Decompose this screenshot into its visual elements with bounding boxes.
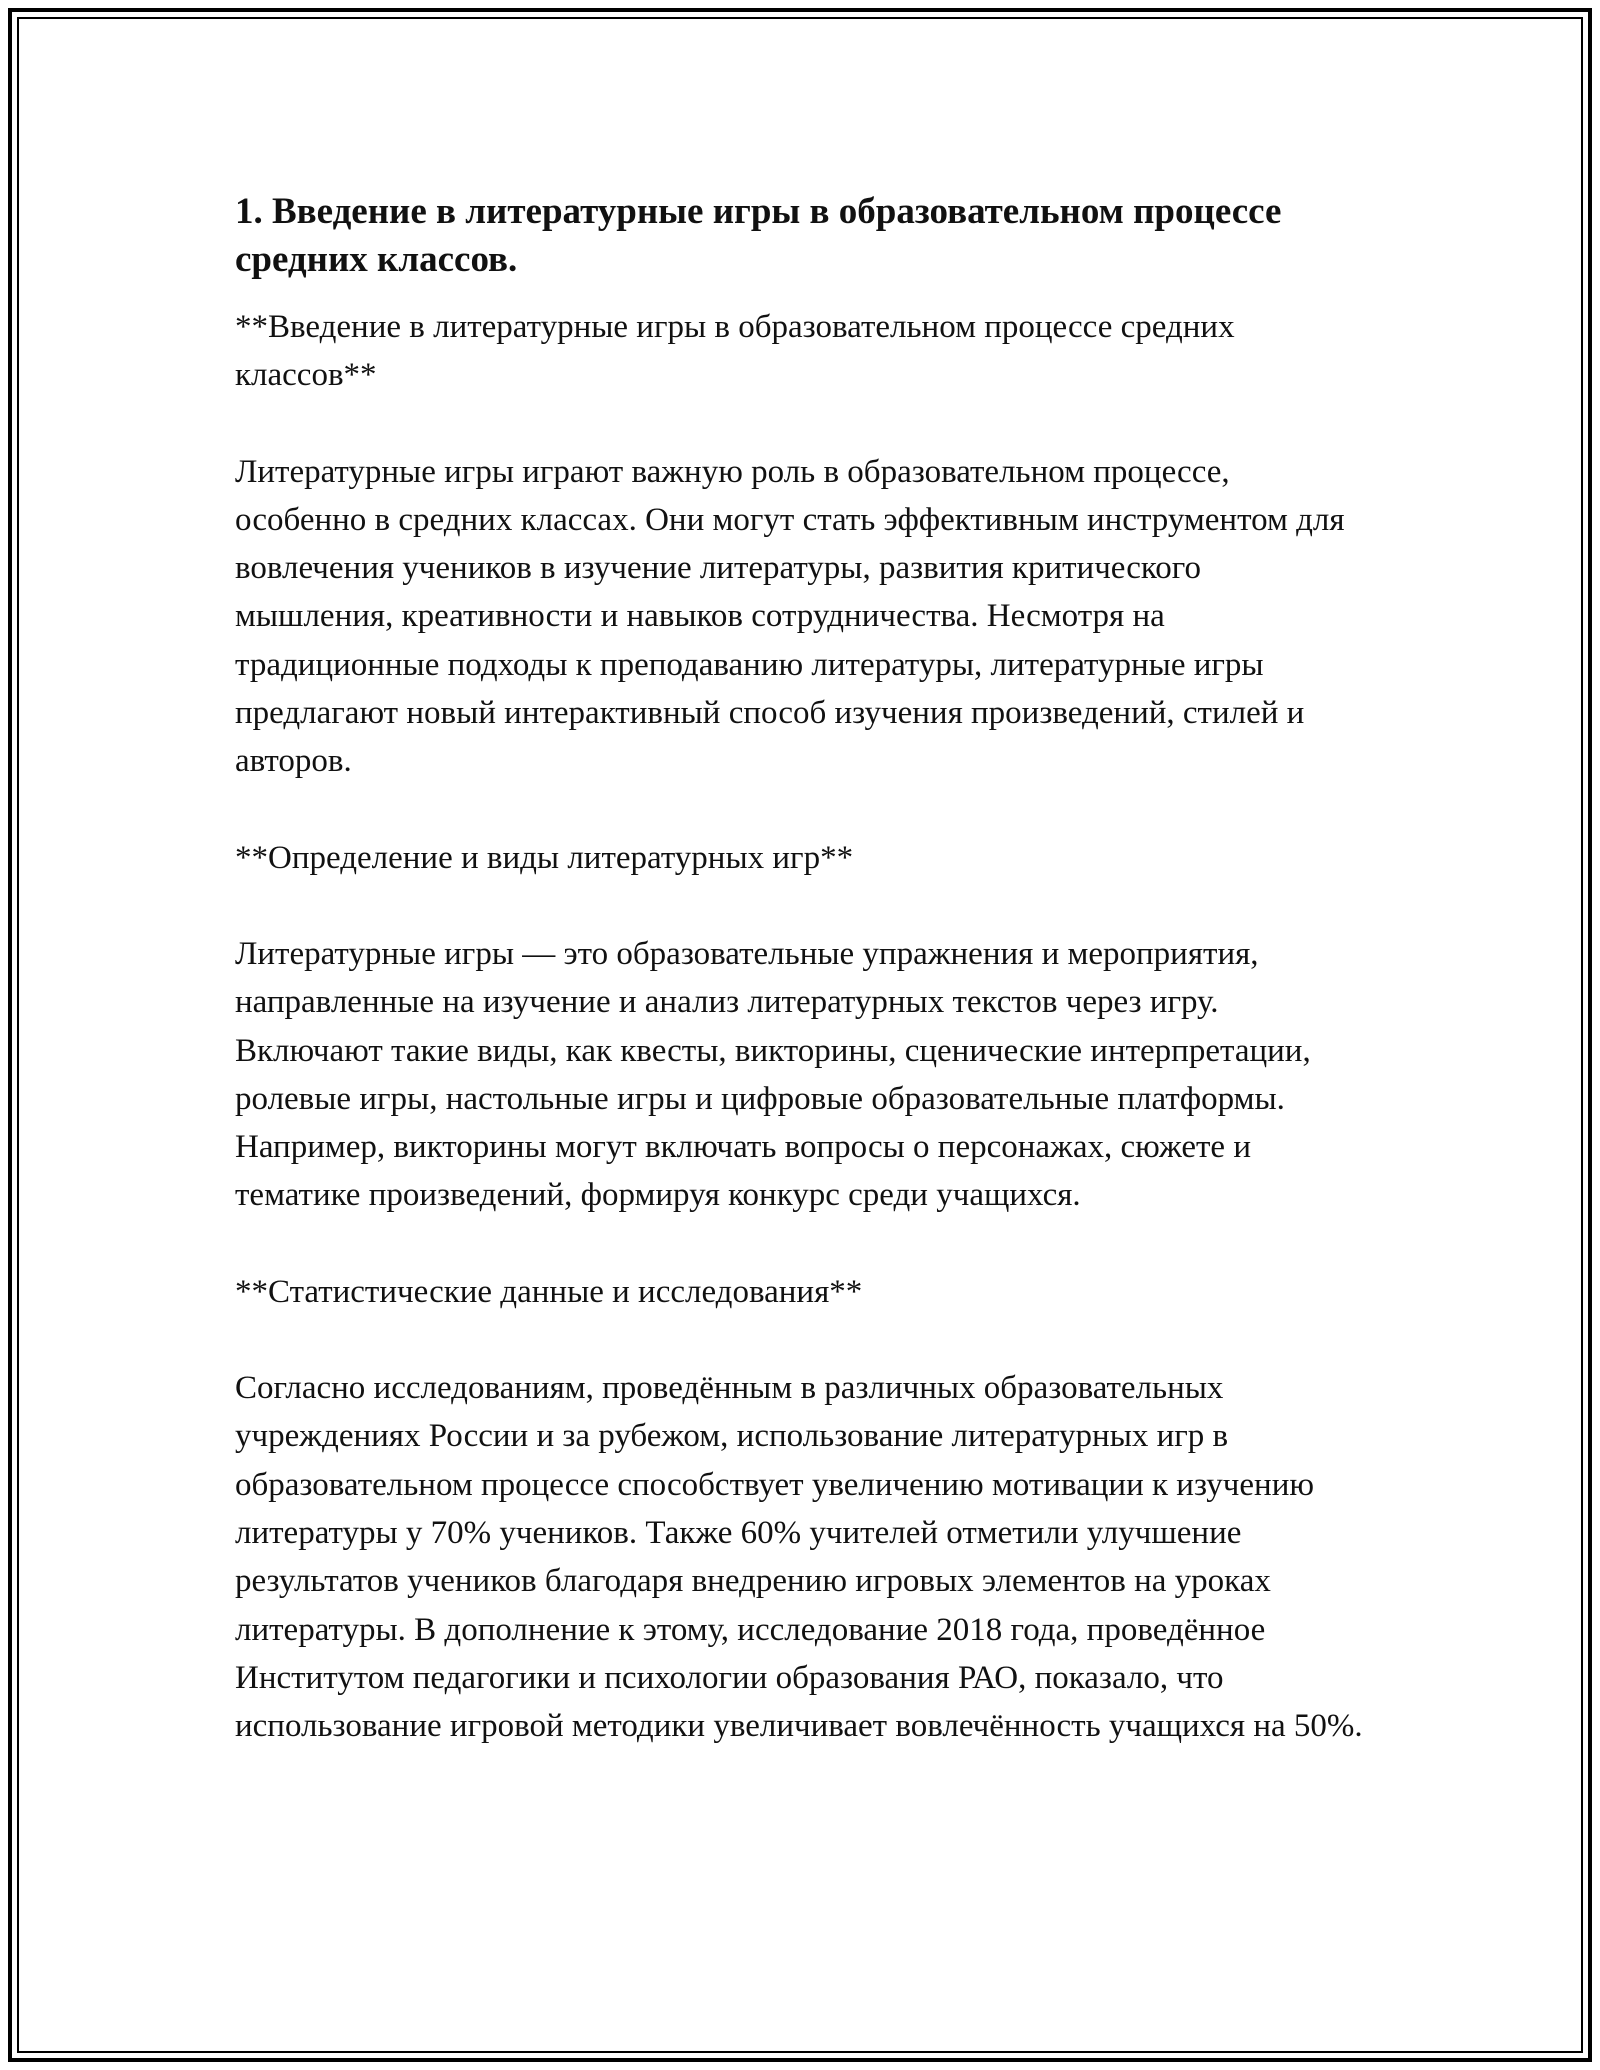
paragraph-statistics: Согласно исследованиям, проведённым в различных образовательных учреждениях России и за рубежом, использование литературных игр в образовательном процессе способствует увеличению мотивации к изучению литературы у 70% учеников. Также 60% учителей отметили улучшение результатов учеников благодаря внедрению игровых элементов на уроках литературы. В дополнение к этому, исследование 2018 года, проведённое Институтом педагогики и психологии образования РАО, показало, что использование игровой методики увеличивает вовлечённость учащихся на 50%. xyxy=(235,1370,1363,1745)
document-body xyxy=(235,188,1365,1750)
paragraph-introduction: Литературные игры играют важную роль в образовательном процессе, особенно в средних классах. Они могут стать эффективным инструментом для вовлечения учеников в изучение литературы, развития критического мышления, креативности и навыков сотрудничества. Несмотря на традиционные подходы к преподаванию литературы, литературные игры предлагают новый интерактивный способ изучения произведений, стилей и авторов. xyxy=(235,453,1345,780)
subheading-statistics: **Статистические данные и исследования** xyxy=(235,1273,863,1310)
paragraph-definition: Литературные игры — это образовательные упражнения и мероприятия, направленные на изучение и анализ литературных текстов через игру. Включают такие виды, как квесты, викторины, сценические интерпретации, ролевые игры, настольные игры и цифровые образовательные платформы. Например, викторины могут включать вопросы о персонажах, сюжете и тематике произведений, формируя конкурс среди учащихся. xyxy=(235,935,1311,1214)
subheading-introduction: **Введение в литературные игры в образовательном процессе средних классов** xyxy=(235,309,1235,394)
section-heading: 1. Введение в литературные игры в образовательном процессе средних классов. xyxy=(235,191,1282,280)
subheading-definition: **Определение и виды литературных игр** xyxy=(235,839,854,876)
